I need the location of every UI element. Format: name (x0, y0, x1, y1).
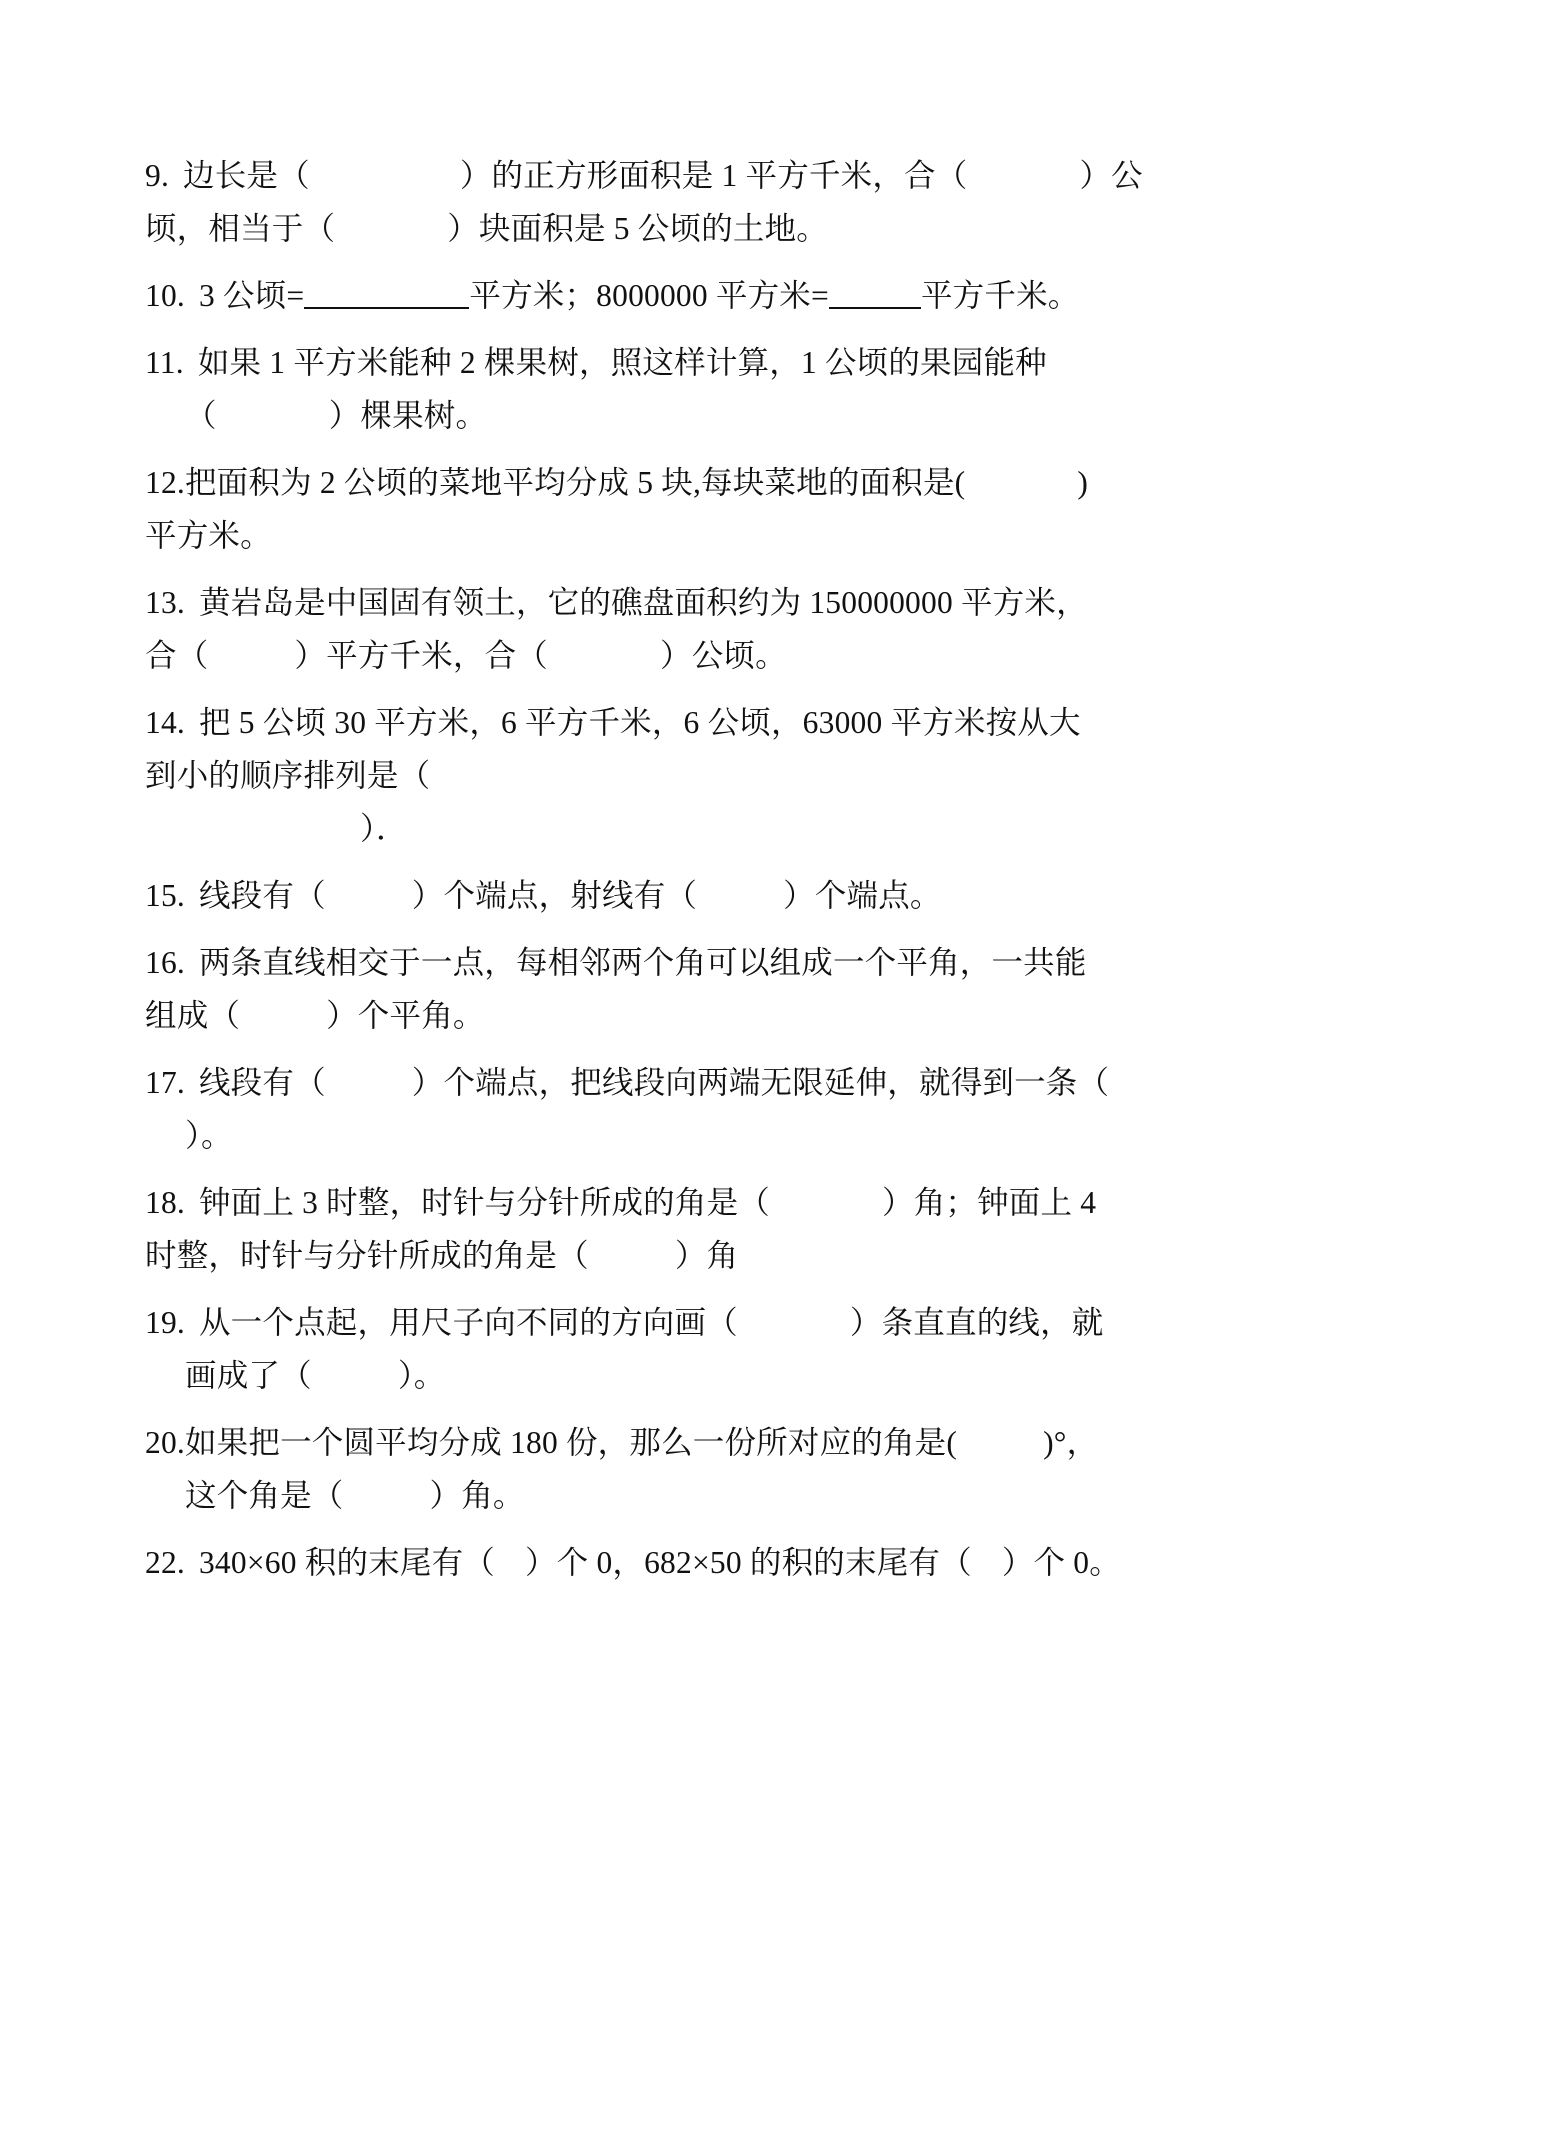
question-16-text-b: 组成（ (145, 998, 241, 1034)
question-18-text-b: ）角；钟面上 4 (882, 1185, 1097, 1221)
question-13 (145, 577, 1440, 681)
question-15-text-b: ）个端点，射线有（ (411, 878, 698, 914)
question-19-text-d: ）。 (397, 1358, 446, 1394)
question-15 (145, 870, 1440, 921)
question-9-text-b: ）的正方形面积是 1 平方千米，合（ (459, 158, 968, 193)
question-11-text-b: （ (185, 398, 217, 434)
question-12-text-b: ) (1077, 465, 1089, 501)
question-20-text-c: 这个角是（ (185, 1478, 344, 1514)
question-14-text-b: 到小的顺序排列是（ (145, 758, 431, 794)
question-9-number: 9. (145, 158, 170, 193)
question-9 (145, 150, 1440, 254)
question-12 (145, 457, 1440, 561)
question-12-text-a: 把面积为 2 公顷的菜地平均分成 5 块,每块菜地的面积是( (184, 465, 966, 501)
question-19-text-b: ）条直直的线，就 (849, 1305, 1104, 1341)
question-12-number: 12. (145, 465, 185, 501)
question-16 (145, 937, 1440, 1041)
question-16-number: 16. (145, 945, 185, 981)
question-12-text-c: 平方米。 (145, 518, 272, 554)
question-18 (145, 1177, 1440, 1281)
question-10-text-c: 平方千米。 (920, 278, 1080, 314)
question-10-text-a: 3 公顷= (198, 278, 305, 314)
question-11-text-a: 如果 1 平方米能种 2 棵果树，照这样计算，1 公顷的果园能种 (197, 345, 1047, 381)
question-13-text-a: 黄岩岛是中国固有领土，它的礁盘面积约为 150000000 平方米， (198, 585, 1088, 621)
question-22 (145, 1537, 1440, 1588)
question-11-text-c: ）棵果树。 (328, 398, 488, 434)
question-11 (145, 337, 1440, 441)
question-9-text-d: 顷，相当于（ (145, 211, 336, 247)
question-10 (145, 270, 1440, 321)
question-22-text-b: ）个 0，682×50 的积的末尾有（ (524, 1545, 972, 1581)
question-20-number: 20. (145, 1425, 185, 1461)
question-17-text-c: ）。 (185, 1118, 233, 1154)
question-11-number: 11. (145, 345, 184, 381)
question-13-number: 13. (145, 585, 185, 621)
question-18-text-c: 时整，时针与分针所成的角是（ (145, 1238, 589, 1274)
question-14-text-c: ）． (360, 811, 408, 847)
question-15-number: 15. (145, 878, 185, 914)
answer-blank-underline[interactable] (829, 274, 921, 309)
question-13-text-b: 合（ (145, 638, 209, 674)
question-19-number: 19. (145, 1305, 185, 1341)
question-14 (145, 697, 1440, 854)
question-10-text-b: 平方米；8000000 平方米= (469, 278, 829, 314)
question-22-text-c: ）个 0。 (1001, 1545, 1121, 1581)
question-17 (145, 1057, 1440, 1161)
question-9-text-e: ）块面积是 5 公顷的土地。 (447, 211, 829, 247)
question-18-number: 18. (145, 1185, 185, 1221)
question-18-text-a: 钟面上 3 时整，时针与分针所成的角是（ (198, 1185, 770, 1221)
question-14-number: 14. (145, 705, 185, 741)
question-9-text-a: 边长是（ (183, 158, 310, 193)
question-15-text-c: ）个端点。 (783, 878, 942, 914)
question-14-text-a: 把 5 公顷 30 平方米，6 平方千米，6 公顷，63000 平方米按从大 (198, 705, 1081, 741)
question-9-text-c: ）公 (1079, 158, 1143, 193)
question-10-number: 10. (145, 278, 185, 314)
question-17-number: 17. (145, 1065, 185, 1101)
answer-blank-underline[interactable] (304, 274, 469, 309)
question-20 (145, 1417, 1440, 1521)
question-22-number: 22. (145, 1545, 185, 1581)
question-22-text-a: 340×60 积的末尾有（ (198, 1545, 495, 1581)
question-20-text-a: 如果把一个圆平均分成 180 份，那么一份所对应的角是( (184, 1425, 958, 1461)
question-20-text-d: ）角。 (429, 1478, 525, 1514)
question-17-text-b: ）个端点，把线段向两端无限延伸，就得到一条（ (411, 1065, 1110, 1101)
question-15-text-a: 线段有（ (198, 878, 326, 914)
question-13-text-c: ）平方千米，合（ (294, 638, 549, 674)
question-20-text-b: )°， (1043, 1425, 1099, 1461)
question-19-text-a: 从一个点起，用尺子向不同的方向画（ (198, 1305, 738, 1341)
question-16-text-a: 两条直线相交于一点，每相邻两个角可以组成一个平角，一共能 (198, 945, 1087, 981)
question-18-text-d: ）角 (674, 1238, 739, 1274)
question-19 (145, 1297, 1440, 1401)
question-17-text-a: 线段有（ (198, 1065, 326, 1101)
question-13-text-d: ）公顷。 (660, 638, 787, 674)
question-19-text-c: 画成了（ (185, 1358, 312, 1394)
question-16-text-c: ）个平角。 (326, 998, 485, 1034)
